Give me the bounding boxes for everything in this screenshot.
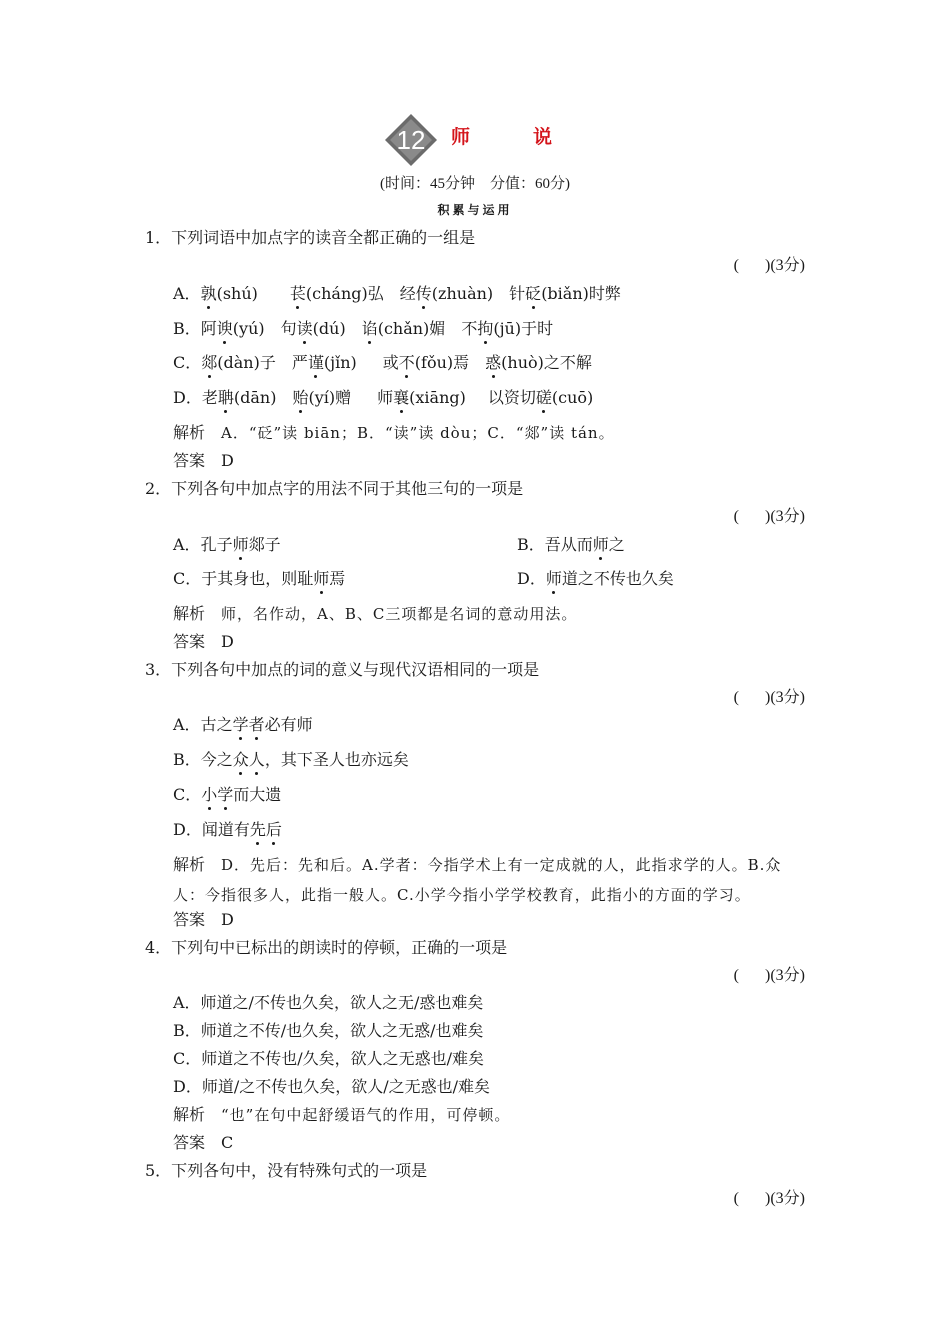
- question-2-analysis: 解析 师，名作动，A、B、C三项都是名词的意动用法。: [173, 604, 578, 623]
- question-3-analysis: 解析 D．先后：先和后。A.学者：今指学术上有一定成就的人，此指求学的人。B.众人：今指很多人，此指一般人。C.小学今指小学学校教育，此指小的方面的学习。: [173, 855, 782, 904]
- question-1-analysis: 解析 A．“砭”读 biān；B．“读”读 dòu；C．“郯”读 tán。: [173, 423, 615, 442]
- question-1-option-d: D．老聃(dān) 贻(yí)赠 师襄(xiāng) 以资切磋(cuō): [173, 388, 594, 407]
- question-4-answer: 答案 C: [173, 1133, 234, 1152]
- question-1-stem: 1．下列词语中加点字的读音全都正确的一组是: [145, 228, 476, 247]
- question-4-option-a: A．师道之/不传也久矣，欲人之无/惑也难矣: [173, 993, 484, 1012]
- question-2-answer: 答案 D: [173, 632, 234, 651]
- question-4-analysis: 解析 “也”在句中起舒缓语气的作用，可停顿。: [173, 1105, 511, 1124]
- question-3-option-c: C．小学而大遗: [173, 785, 282, 804]
- question-2-option-b: B．吾从而师之: [517, 535, 625, 554]
- question-4-stem: 4．下列句中已标出的朗读时的停顿，正确的一项是: [145, 938, 508, 957]
- time-score-info: (时间：45分钟 分值：60分): [380, 176, 570, 192]
- question-5-score: ( )(3分): [733, 1190, 805, 1207]
- question-4-option-c: C．师道之不传也/久矣，欲人之无惑也/难矣: [173, 1049, 485, 1068]
- question-4-option-b: B．师道之不传/也久矣，欲人之无惑/也难矣: [173, 1021, 484, 1040]
- question-2-option-c: C．于其身也，则耻师焉: [173, 569, 346, 588]
- question-5-stem: 5．下列各句中，没有特殊句式的一项是: [145, 1161, 428, 1180]
- question-2-option-a: A．孔子师郯子: [173, 535, 281, 554]
- question-3-stem: 3．下列各句中加点的词的意义与现代汉语相同的一项是: [145, 660, 540, 679]
- question-2-score: ( )(3分): [733, 508, 805, 525]
- question-3-option-b: B．今之众人，其下圣人也亦远矣: [173, 750, 409, 769]
- question-1-option-a: A．孰(shú) 苌(cháng)弘 经传(zhuàn) 针砭(biǎn)时弊: [173, 284, 621, 303]
- question-1-option-b: B．阿谀(yú) 句读(dú) 谄(chǎn)媚 不拘(jū)于时: [173, 319, 554, 338]
- question-2-stem: 2．下列各句中加点字的用法不同于其他三句的一项是: [145, 479, 524, 498]
- question-2-option-d: D．师道之不传也久矣: [517, 569, 674, 588]
- lesson-number: 12: [396, 125, 426, 155]
- question-3-score: ( )(3分): [733, 689, 805, 706]
- question-4-option-d: D．师道/之不传也久矣，欲人/之无惑也/难矣: [173, 1077, 491, 1096]
- question-3-option-d: D．闻道有先后: [173, 820, 282, 839]
- question-1-score: ( )(3分): [733, 257, 805, 274]
- question-3-answer: 答案 D: [173, 910, 234, 929]
- lesson-title: 师 说: [451, 126, 575, 148]
- question-1-answer: 答案 D: [173, 451, 234, 470]
- lesson-number-badge: [383, 112, 439, 168]
- section-heading: 积累与运用: [437, 203, 513, 217]
- question-4-score: ( )(3分): [733, 967, 805, 984]
- question-1-option-c: C．郯(dàn)子 严谨(jǐn) 或不(fǒu)焉 惑(huò)之不解: [173, 353, 592, 372]
- question-3-option-a: A．古之学者必有师: [173, 715, 313, 734]
